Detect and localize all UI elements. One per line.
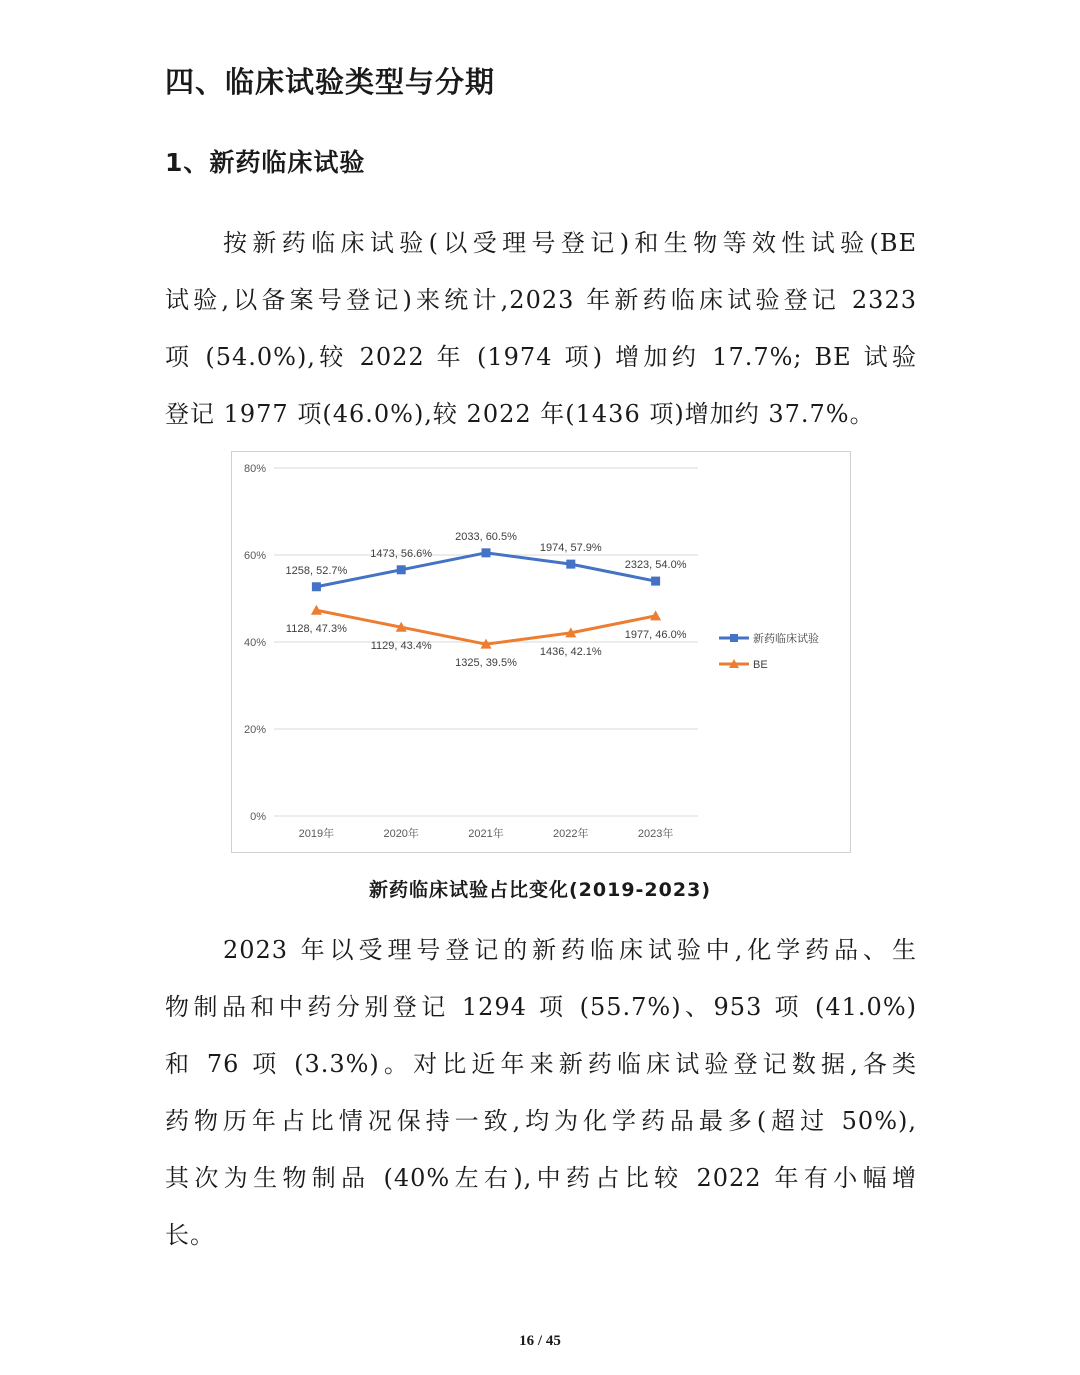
- data-point-marker: [482, 548, 491, 557]
- data-point-marker: [651, 577, 660, 586]
- data-label: 2323, 54.0%: [624, 559, 687, 572]
- y-tick-label: 60%: [243, 550, 266, 562]
- paragraph-breakdown: [165, 922, 917, 1264]
- legend-swatch-marker: [730, 634, 738, 642]
- data-label: 1128, 47.3%: [285, 623, 347, 636]
- paragraph-line: 登记 1977 项(46.0%),较 2022 年(1436 项)增加约 37.7%。: [165, 400, 875, 428]
- y-tick-label: 80%: [243, 463, 266, 475]
- data-label: 1473, 56.6%: [370, 547, 433, 560]
- paragraph-line: 按新药临床试验(以受理号登记)和生物等效性试验(BE: [223, 229, 917, 257]
- y-tick-label: 20%: [243, 724, 266, 736]
- data-label: 1977, 46.0%: [624, 628, 687, 641]
- data-label: 2033, 60.5%: [455, 530, 517, 543]
- page-number: 16 / 45: [519, 1333, 561, 1349]
- subsection-heading: 1、新药临床试验: [165, 148, 366, 177]
- x-tick-label: 2021年: [468, 828, 504, 840]
- y-tick-label: 40%: [243, 637, 266, 649]
- paragraph-intro: [165, 215, 917, 443]
- chart-caption: 新药临床试验占比变化(2019-2023): [368, 879, 711, 901]
- data-point-marker: [312, 582, 321, 591]
- x-tick-label: 2020年: [383, 828, 419, 840]
- paragraph-line: 项 (54.0%),较 2022 年 (1974 项) 增加约 17.7%; BE 试验: [165, 343, 917, 371]
- paragraph-line: 其次为生物制品 (40%左右),中药占比较 2022 年有小幅增: [165, 1164, 917, 1192]
- paragraph-line: 2023 年以受理号登记的新药临床试验中,化学药品、生: [223, 936, 917, 964]
- legend-label: 新药临床试验: [753, 633, 819, 645]
- data-point-marker: [397, 565, 406, 574]
- data-label: 1436, 42.1%: [539, 645, 602, 658]
- data-label: 1258, 52.7%: [285, 564, 348, 577]
- paragraph-line: 药物历年占比情况保持一致,均为化学药品最多(超过 50%),: [165, 1107, 917, 1135]
- paragraph-line: 物制品和中药分别登记 1294 项 (55.7%)、953 项 (41.0%): [165, 993, 917, 1021]
- paragraph-line: 和 76 项 (3.3%)。对比近年来新药临床试验登记数据,各类: [165, 1050, 917, 1078]
- paragraph-line: 试验,以备案号登记)来统计,2023 年新药临床试验登记 2323: [165, 286, 917, 314]
- chart-svg: [232, 452, 850, 852]
- section-heading: 四、临床试验类型与分期: [165, 65, 496, 99]
- x-tick-label: 2019年: [298, 828, 335, 840]
- data-label: 1974, 57.9%: [539, 542, 602, 555]
- x-tick-label: 2022年: [553, 828, 589, 840]
- paragraph-line: 长。: [165, 1221, 215, 1249]
- y-tick-label: 0%: [250, 811, 266, 823]
- line-chart: [231, 451, 851, 853]
- data-label: 1129, 43.4%: [370, 640, 432, 653]
- series-line: [316, 553, 655, 587]
- legend-label: BE: [753, 659, 768, 671]
- data-label: 1325, 39.5%: [455, 657, 517, 670]
- x-tick-label: 2023年: [637, 828, 674, 840]
- data-point-marker: [566, 560, 575, 569]
